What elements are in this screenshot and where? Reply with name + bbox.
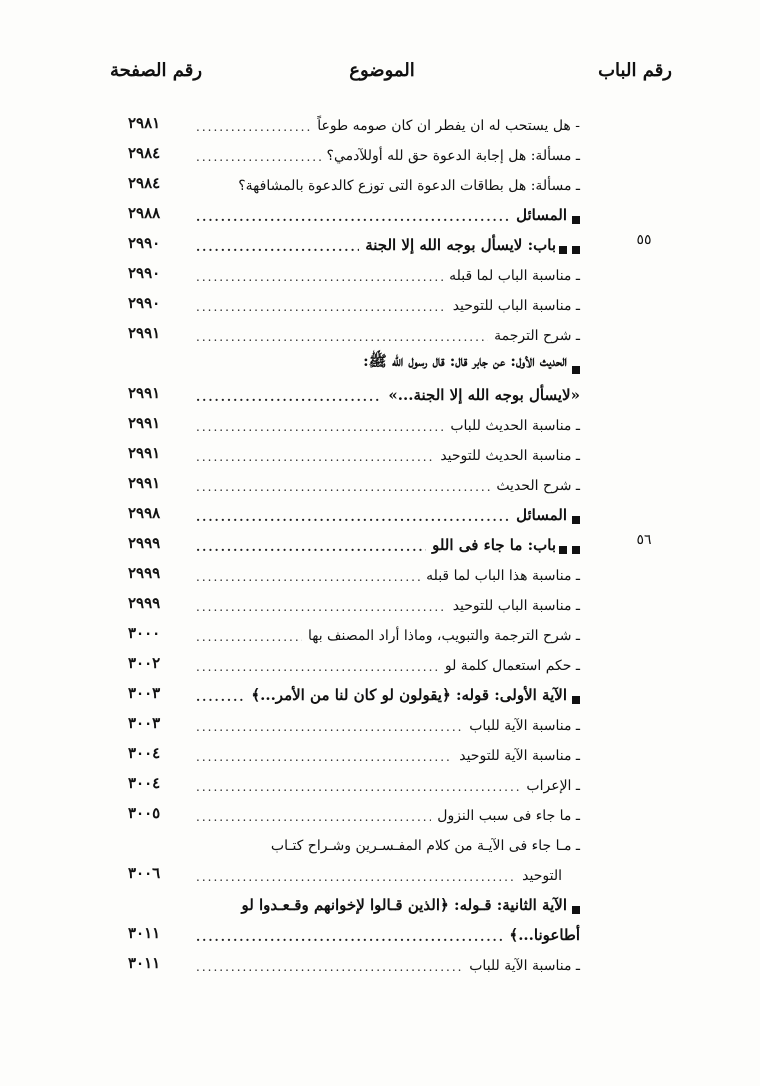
entry-page: ٢٩٨٨ (128, 204, 161, 222)
entry-page: ٣٠٠٢ (128, 654, 161, 672)
entry-page: ٣٠١١ (128, 924, 161, 942)
leader-dots (196, 510, 510, 524)
leader-dots (196, 390, 382, 404)
leader-dots (196, 450, 434, 464)
entry-text: - هل يستحب له ان يفطر ان كان صومه طوعاً (317, 118, 580, 134)
entry-page: ٢٩٨١ (128, 114, 161, 132)
leader-dots (196, 240, 359, 254)
toc-entry (0, 378, 760, 408)
toc-entry (0, 498, 760, 528)
entry-page: ٢٩٩١ (128, 384, 161, 402)
entry-page: ٢٩٩١ (128, 474, 161, 492)
square-bullet-icon (572, 546, 580, 554)
entry-page: ٢٩٩٠ (128, 234, 161, 252)
entry-text: ـ مناسبة الآية للباب (469, 958, 580, 974)
entry-page: ٢٩٩١ (128, 444, 161, 462)
toc-entry (0, 918, 760, 948)
entry-page: ٢٩٨٤ (128, 144, 161, 162)
toc-entry (0, 798, 760, 828)
entry-text: الآية الأولى: قوله: ﴿يقولون لو كان لنا من الأمر...﴾ (251, 686, 567, 704)
entry-text: ـ شرح الحديث (496, 478, 580, 494)
header-topic: الموضوع (349, 60, 415, 81)
toc-entry (0, 618, 760, 648)
leader-dots (196, 870, 516, 884)
entry-page: ٣٠٠٣ (128, 684, 161, 702)
entry-text: ـ مناسبة الحديث للباب (450, 418, 580, 434)
leader-dots (196, 540, 426, 554)
entry-page: ٢٩٩٨ (128, 504, 161, 522)
entry-page: ٣٠٠٠ (128, 624, 161, 642)
square-bullet-icon (572, 216, 580, 224)
toc-entry (0, 588, 760, 618)
square-bullet-icon (559, 246, 567, 254)
entry-page: ٣٠١١ (128, 954, 161, 972)
entry-text: ـ مسألة: هل إجابة الدعوة حق لله أوللآدمي؟ (326, 148, 580, 164)
table-of-contents (0, 108, 760, 978)
entry-text: باب: لايسأل بوجه الله إلا الجنة (365, 236, 556, 254)
leader-dots (196, 780, 520, 794)
leader-dots (196, 420, 444, 434)
toc-entry (0, 288, 760, 318)
toc-entry (0, 768, 760, 798)
square-bullet-icon (572, 516, 580, 524)
leader-dots (196, 570, 420, 584)
leader-dots (196, 930, 503, 944)
entry-text: «لايسأل بوجه الله إلا الجنة...» (388, 386, 580, 404)
toc-entry (0, 648, 760, 678)
entry-text: ـ مناسبة الحديث للتوحيد (440, 448, 580, 464)
toc-entry (0, 108, 760, 138)
leader-dots (196, 600, 447, 614)
entry-text: الآية الثانية: قـوله: ﴿الذين قـالوا لإخوانهم وقـعـدوا لو (241, 896, 567, 914)
leader-dots (196, 810, 431, 824)
toc-entry (0, 258, 760, 288)
entry-text: ـ شرح الترجمة والتبويب، وماذا أراد المصنف بها (307, 628, 580, 644)
toc-heading (0, 348, 760, 378)
leader-dots (196, 270, 443, 284)
leader-dots (196, 660, 439, 674)
leader-dots (196, 720, 463, 734)
entry-page: ٢٩٩٩ (128, 534, 161, 552)
entry-page: ٣٠٠٥ (128, 804, 161, 822)
toc-chapter-entry (0, 528, 760, 558)
header-chapter-number: رقم الباب (598, 60, 672, 81)
toc-entry (0, 138, 760, 168)
toc-heading (0, 888, 760, 918)
entry-page: ٣٠٠٤ (128, 744, 161, 762)
entry-page: ٢٩٩٠ (128, 264, 161, 282)
entry-page: ٣٠٠٣ (128, 714, 161, 732)
toc-entry (0, 198, 760, 228)
entry-text: ـ مناسبة هذا الباب لما قبله (426, 568, 580, 584)
toc-chapter-entry (0, 228, 760, 258)
toc-entry (0, 678, 760, 708)
chapter-number: ٥٥ (636, 232, 652, 248)
entry-text: ـ مناسبة الباب لما قبله (449, 268, 580, 284)
leader-dots (196, 480, 490, 494)
header-page-number: رقم الصفحة (110, 60, 203, 81)
leader-dots (196, 960, 463, 974)
entry-page: ٢٩٩١ (128, 324, 161, 342)
leader-dots (196, 330, 488, 344)
toc-entry (0, 468, 760, 498)
square-bullet-icon (572, 696, 580, 704)
square-bullet-icon (572, 366, 580, 374)
entry-page: ٢٩٩٩ (128, 564, 161, 582)
square-bullet-icon (572, 246, 580, 254)
leader-dots (196, 750, 453, 764)
leader-dots (196, 630, 302, 644)
leader-dots (196, 210, 510, 224)
leader-dots (196, 300, 447, 314)
entry-text: المسائل (516, 506, 567, 524)
toc-entry (0, 738, 760, 768)
entry-text: الحديث الأول: عن جابر قال: قال رسول الله ﷺ: (363, 352, 567, 370)
entry-page: ٢٩٨٤ (128, 174, 161, 192)
entry-text: باب: ما جاء فى اللو (432, 536, 556, 554)
entry-text: ـ مـا جاء فى الآيـة من كلام المفـسـرين وشـراح كتـاب (270, 838, 580, 854)
entry-text: ـ مسألة: هل بطاقات الدعوة التى توزع كالدعوة بالمشافهة؟ (238, 178, 580, 194)
leader-dots (196, 690, 245, 704)
entry-text: التوحيد (522, 868, 562, 884)
entry-page: ٣٠٠٤ (128, 774, 161, 792)
entry-text: ـ مناسبة الباب للتوحيد (452, 598, 580, 614)
toc-entry-line (0, 828, 760, 858)
entry-text: ـ حكم استعمال كلمة لو (444, 658, 580, 674)
leader-dots (196, 150, 321, 164)
chapter-number: ٥٦ (636, 532, 652, 548)
toc-entry (0, 858, 760, 888)
toc-entry (0, 318, 760, 348)
square-bullet-icon (559, 546, 567, 554)
toc-entry (0, 438, 760, 468)
entry-page: ٣٠٠٦ (128, 864, 161, 882)
toc-entry (0, 408, 760, 438)
toc-entry (0, 708, 760, 738)
entry-text: ـ شرح الترجمة (494, 328, 580, 344)
entry-text: ـ ما جاء فى سبب النزول (437, 808, 580, 824)
entry-text: ـ مناسبة الآية للتوحيد (459, 748, 580, 764)
toc-entry (0, 168, 760, 198)
toc-entry (0, 948, 760, 978)
entry-text: ـ الإعراب (526, 778, 580, 794)
leader-dots (196, 120, 311, 134)
entry-text: المسائل (516, 206, 567, 224)
square-bullet-icon (572, 906, 580, 914)
entry-page: ٢٩٩٠ (128, 294, 161, 312)
entry-text: ـ مناسبة الباب للتوحيد (452, 298, 580, 314)
entry-page: ٢٩٩١ (128, 414, 161, 432)
toc-entry (0, 558, 760, 588)
entry-text: ـ مناسبة الآية للباب (469, 718, 580, 734)
entry-page: ٢٩٩٩ (128, 594, 161, 612)
entry-text: أطاعونا...﴾ (509, 926, 580, 944)
